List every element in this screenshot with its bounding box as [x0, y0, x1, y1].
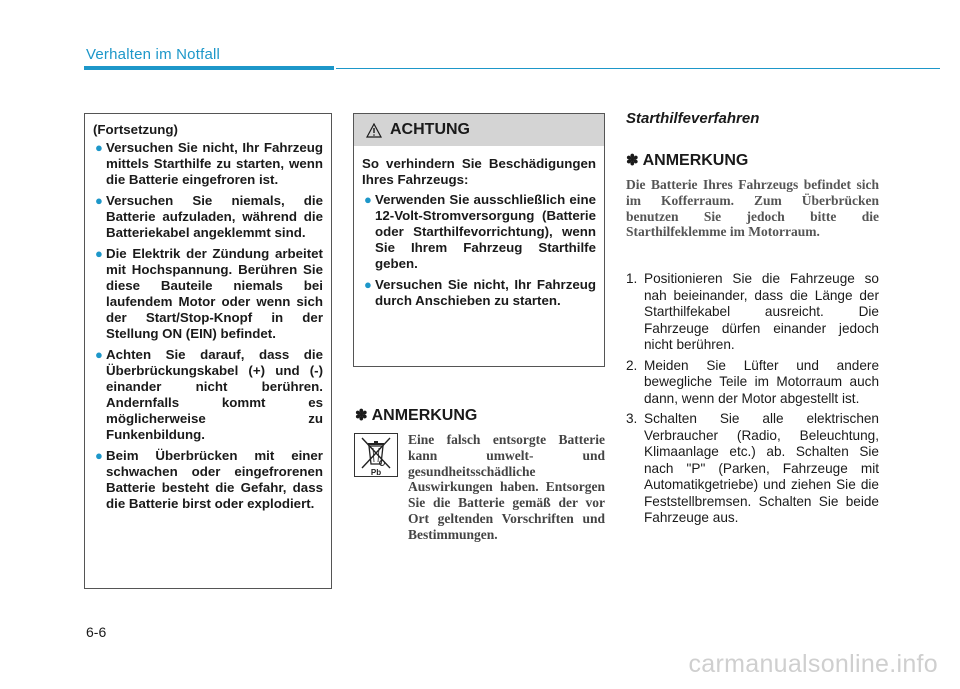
bullet-icon: ●	[95, 140, 103, 155]
note-text-disposal: Eine falsch entsorgte Batterie kann umwelt- und gesundheitsschädliche Auswirkungen haben. Entsorgen Sie die Batterie gemäß der vor Ort geltenden Vorschriften und Bestimmungen.	[408, 432, 605, 542]
caution-box	[353, 113, 605, 367]
page-number: 6-6	[86, 624, 107, 640]
step-item: 2. Meiden Sie Lüfter und andere bewegliche Teile im Motorraum auch dann, wenn der Motor abgestellt ist.	[626, 357, 879, 406]
bullet-icon: ●	[95, 246, 103, 261]
warning-triangle-icon	[366, 123, 382, 138]
bullet-icon: ●	[95, 347, 103, 362]
bullet-icon: ●	[364, 192, 372, 207]
caution-body	[354, 146, 604, 309]
caution-intro: So verhindern Sie Beschädigungen Ihres Fahrzeugs:	[362, 156, 596, 187]
step-item: 3. Schalten Sie alle elektrischen Verbraucher (Radio, Beleuchtung, Klimaanlage etc.) ab. Schalten Sie nach "P" (Parken, Fahrzeuge mit Automatikgetriebe) und ziehen Sie die Feststellbremsen. Schalten Sie beide Fahrzeuge aus.	[626, 411, 879, 525]
list-item: ● Achten Sie darauf, dass die Überbrückungskabel (+) und (-) einander nicht berühren. Andernfalls kommt es möglicherweise zu Funkenbildung.	[95, 347, 323, 442]
header-rule-thick	[84, 66, 334, 70]
bullet-icon: ●	[95, 193, 103, 208]
procedure-title: Starthilfeverfahren	[626, 110, 760, 127]
bullet-icon: ●	[95, 448, 103, 463]
list-item: ● Versuchen Sie nicht, Ihr Fahrzeug durch Anschieben zu starten.	[364, 277, 596, 308]
note-heading: ✽ ANMERKUNG	[355, 407, 478, 424]
warning-box-continued	[84, 113, 332, 589]
continuation-label: (Fortsetzung)	[93, 122, 178, 137]
step-item: 1. Positionieren Sie die Fahrzeuge so nah beieinander, dass die Länge der Starthilfekabel ausreicht. Die Fahrzeuge dürfen einander jedoch nicht berühren.	[626, 271, 879, 352]
pb-label: Pb	[370, 468, 382, 476]
crossed-bin-icon	[355, 434, 397, 476]
watermark: carmanualsonline.info	[688, 650, 938, 678]
note-heading-right: ✽ ANMERKUNG	[626, 152, 749, 169]
bullet-icon: ●	[364, 277, 372, 292]
list-item: ● Verwenden Sie ausschließlich eine 12-Volt-Stromversorgung (Batterie oder Starthilfevorrichtung), wenn Sie Ihrem Fahrzeug Starthilfe geben.	[364, 192, 596, 271]
list-item: ● Beim Überbrücken mit einer schwachen oder eingefrorenen Batterie besteht die Gefahr, dass die Batterie birst oder explodiert.	[95, 448, 323, 511]
list-item: ● Versuchen Sie nicht, Ihr Fahrzeug mittels Starthilfe zu starten, wenn die Batterie eingefroren ist.	[95, 140, 323, 187]
caution-heading: ACHTUNG	[390, 121, 470, 138]
header-rule-thin	[336, 68, 940, 69]
note-text-battery-location: Die Batterie Ihres Fahrzeugs befindet sich im Kofferraum. Zum Überbrücken benutzen Sie jedoch bitte die Starthilfeklemme im Motorraum.	[626, 177, 879, 240]
list-item: ● Die Elektrik der Zündung arbeitet mit Hochspannung. Berühren Sie diese Bauteile niemals bei laufendem Motor oder wenn sich der Start/Stop-Knopf in der Stellung ON (EIN) befindet.	[95, 246, 323, 341]
note-star-icon: ✽	[626, 152, 639, 169]
note-star-icon: ✽	[355, 407, 368, 424]
caution-header	[354, 114, 604, 146]
battery-disposal-icon	[354, 433, 398, 477]
list-item: ● Versuchen Sie niemals, die Batterie aufzuladen, während die Batteriekabel angeklemmt sind.	[95, 193, 323, 240]
warning-list	[93, 140, 323, 512]
procedure-steps	[626, 271, 879, 531]
caution-list	[362, 192, 596, 309]
section-title: Verhalten im Notfall	[86, 46, 221, 63]
